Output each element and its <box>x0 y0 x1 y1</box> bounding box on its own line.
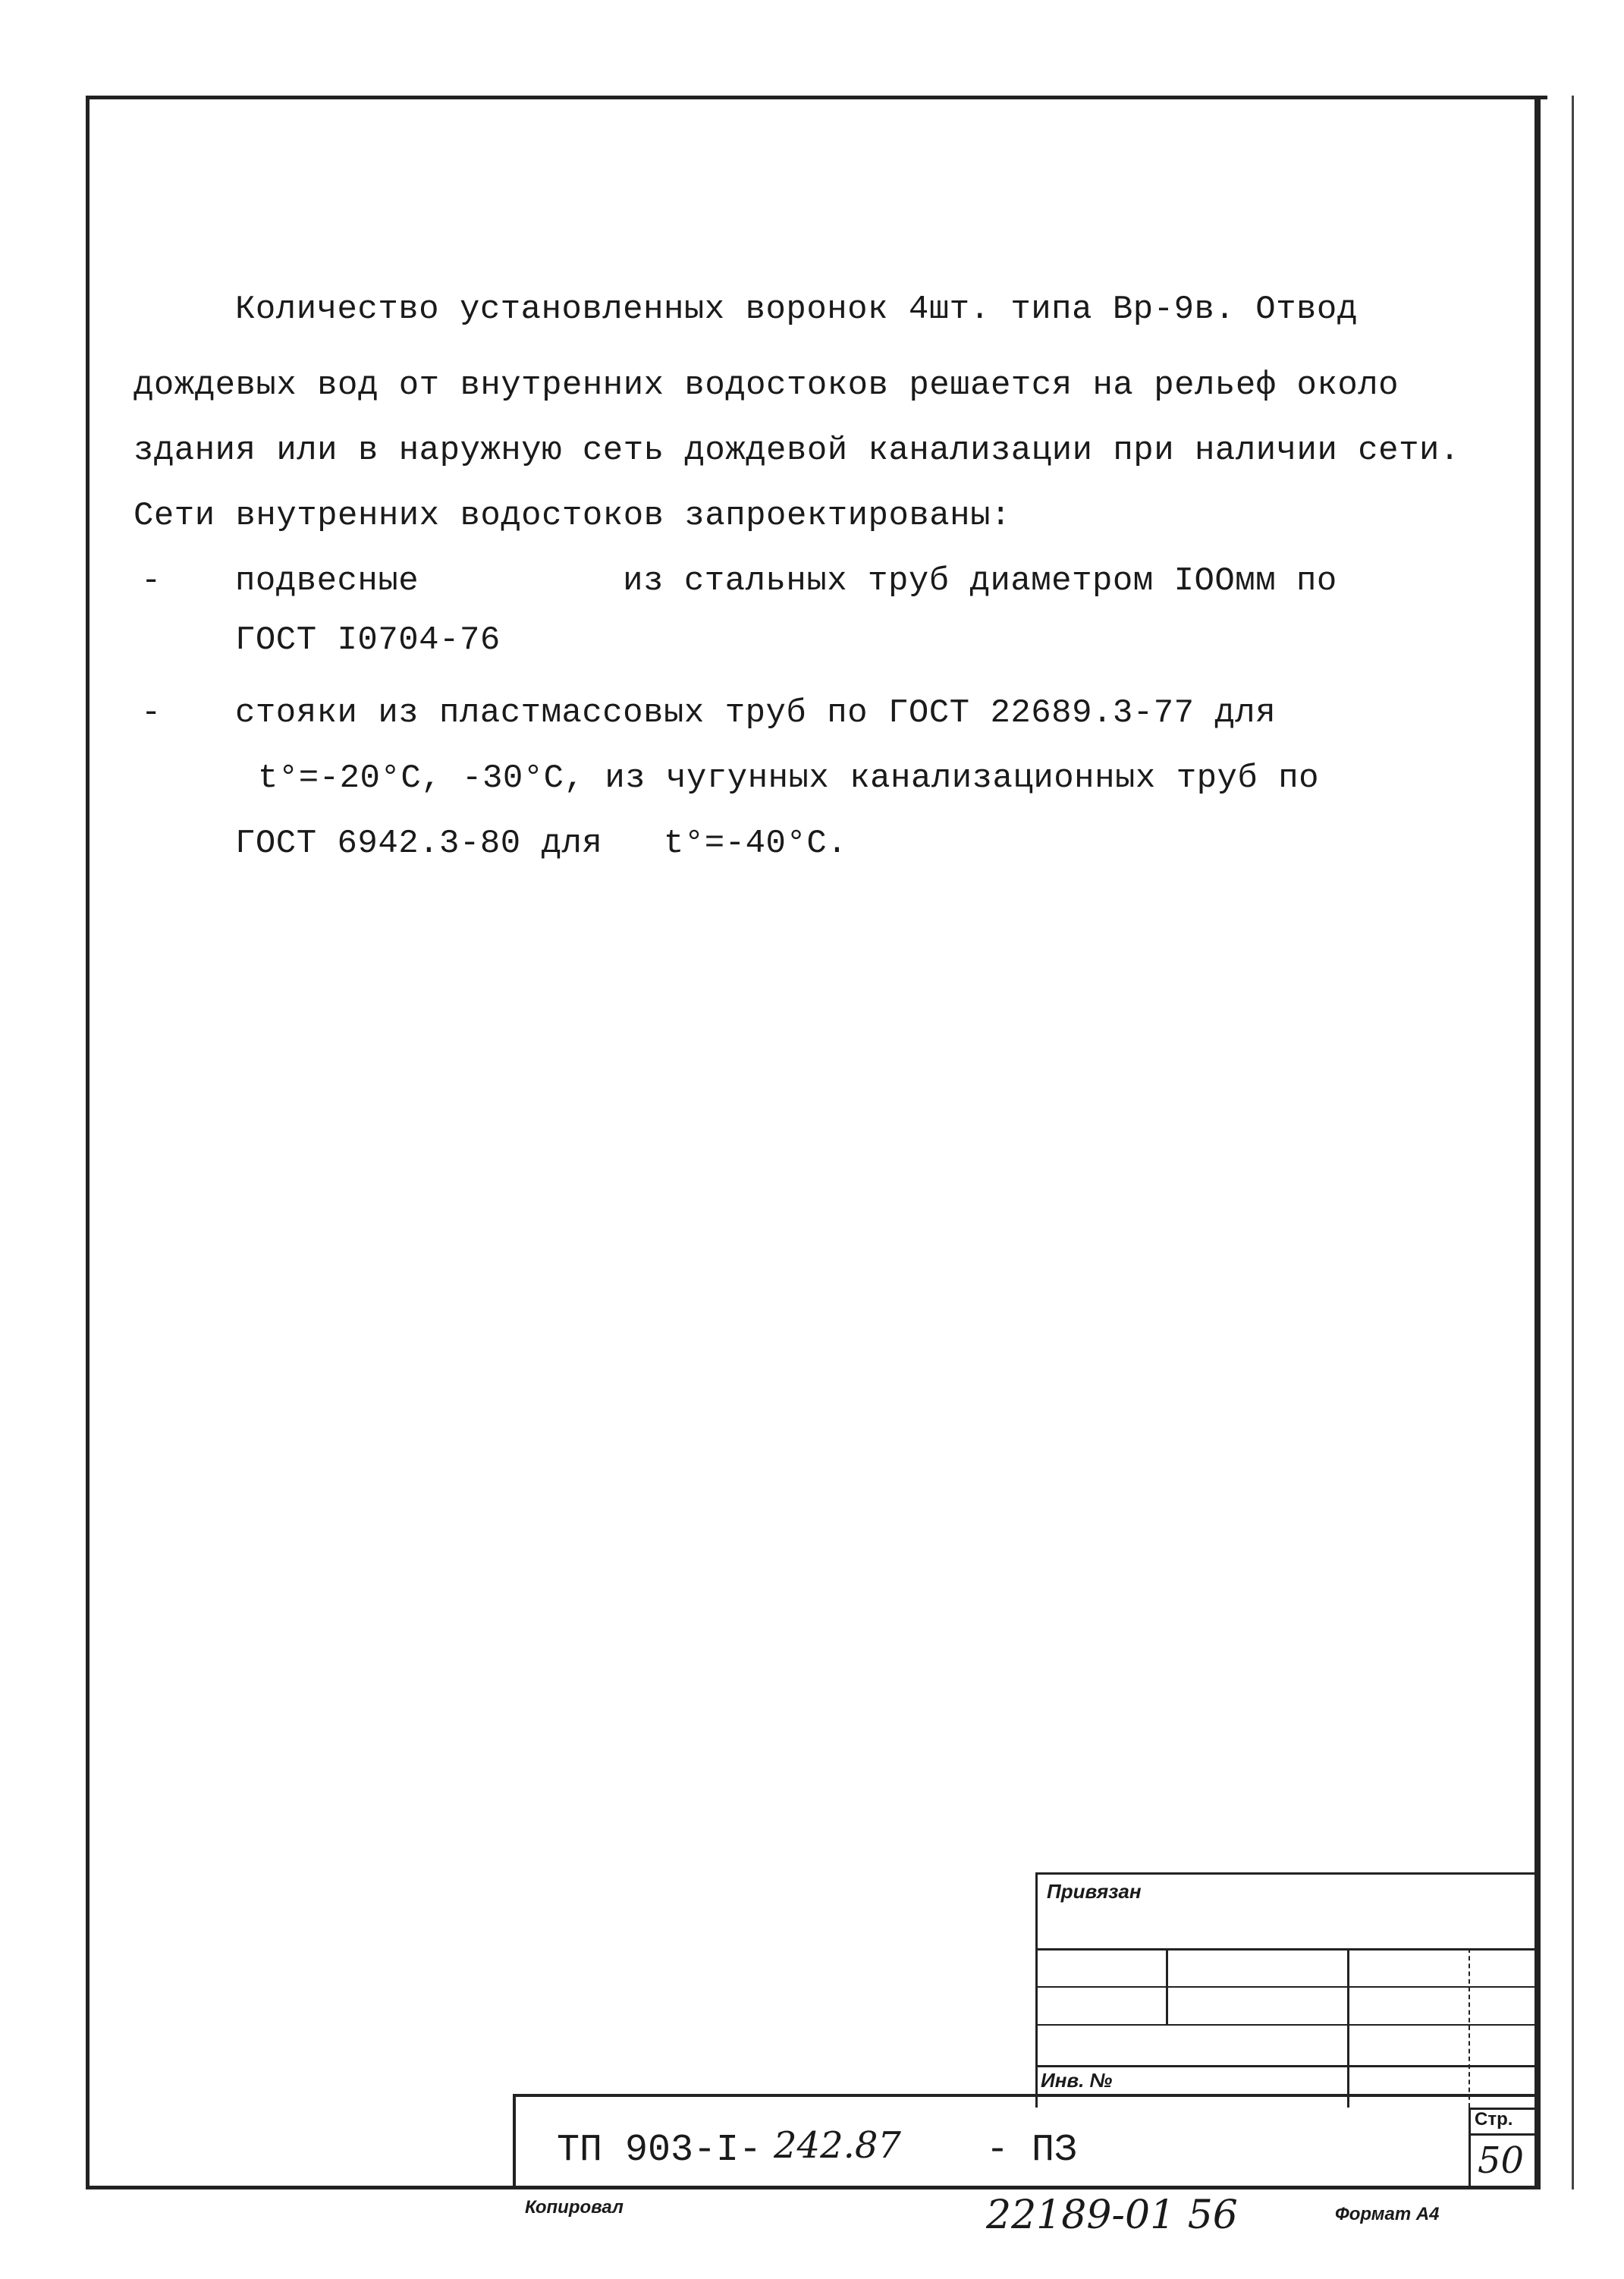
frame-left-border <box>86 96 90 2189</box>
list-item-2-line-1: стояки из пластмассовых труб по ГОСТ 22689.3-77 для <box>235 694 1277 732</box>
list-item-1-line-2: ГОСТ I0704-76 <box>235 621 501 659</box>
document-code-suffix: - ПЗ <box>986 2129 1078 2172</box>
frame-bottom-border <box>86 2186 1541 2189</box>
document-code-prefix: ТП 903-I- <box>557 2129 762 2172</box>
list-item-2-line-3: ГОСТ 6942.3-80 для t°=-40°С. <box>235 825 848 863</box>
frame-right-border <box>1534 96 1541 2189</box>
inventory-number-label: Инв. № <box>1041 2069 1113 2092</box>
archive-number: 22189-01 56 <box>986 2193 1238 2238</box>
list-dash-1: - <box>141 562 162 600</box>
privyazan-label: Привязан <box>1047 1880 1142 1903</box>
sheet-number: 50 <box>1478 2139 1525 2182</box>
copied-by-label: Копировал <box>525 2197 624 2218</box>
paragraph-line-1: Количество установленных воронок 4шт. типа Вр-9в. Отвод <box>235 291 1358 328</box>
sheet-label: Стр. <box>1475 2109 1513 2130</box>
paragraph-line-3: здания или в наружную сеть дождевой канализации при наличии сети. <box>134 432 1460 470</box>
document-code-handwritten: 242.87 <box>774 2124 901 2167</box>
list-item-2-line-2: t°=-20°С, -30°С, из чугунных канализационных труб по <box>258 759 1320 797</box>
paragraph-line-2: дождевых вод от внутренних водостоков решается на рельеф около <box>134 366 1399 404</box>
paragraph-line-4: Сети внутренних водостоков запроектированы: <box>134 497 1011 535</box>
frame-top-border <box>86 96 1547 99</box>
list-item-1-line-1: подвесные из стальных труб диаметром IOOмм по <box>235 562 1337 600</box>
list-dash-2: - <box>141 694 162 732</box>
frame-outer-right-border <box>1572 96 1574 2189</box>
format-label: Формат А4 <box>1335 2204 1440 2224</box>
